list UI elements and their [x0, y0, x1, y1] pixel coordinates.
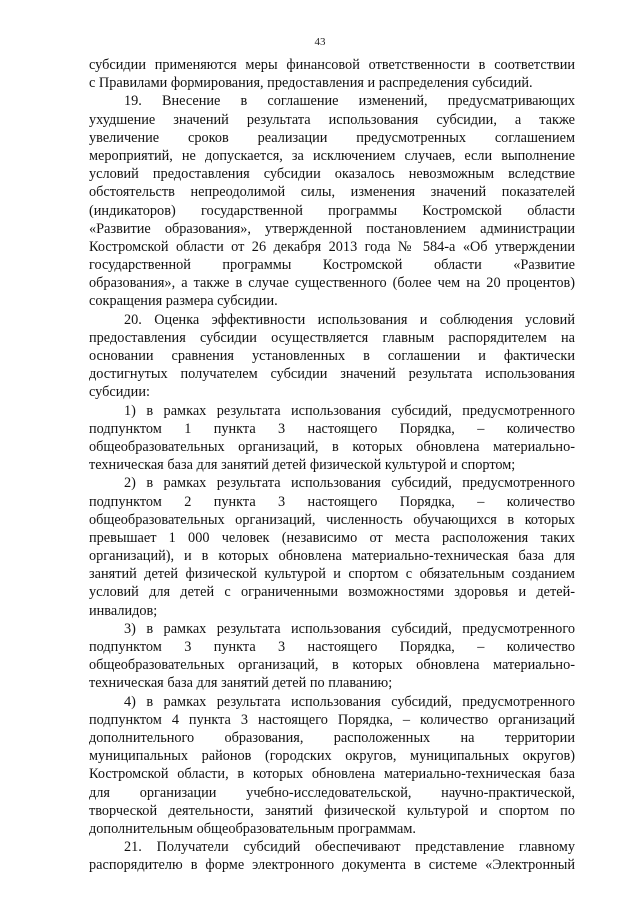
text-line: условий предоставления субсидии оказалось невозможным вследствие [89, 166, 575, 183]
text-line: субсидии: [89, 384, 150, 401]
text-line: условий для детей с ограниченными возможностями здоровья и детей- [89, 584, 575, 601]
text-line: основании сравнения установленных в соглашении и фактически [89, 348, 575, 364]
text-line: муниципальных районов (городских округов, муниципальных округов) [89, 748, 575, 765]
page-number: 43 [314, 36, 326, 48]
text-line: 1) в рамках результата использования субсидий, предусмотренного [124, 402, 575, 419]
text-line: с Правилами формирования, предоставления и распределения субсидий. [89, 75, 533, 92]
text-line: подпунктом 1 пункта 3 настоящего Порядка, – количество [89, 420, 575, 437]
text-line: организаций), и в которых обновлена материально-техническая база для [89, 548, 575, 565]
text-line: инвалидов; [89, 602, 158, 619]
text-line: 4) в рамках результата использования субсидий, предусмотренного [124, 693, 575, 710]
text-line: (индикаторов) государственной программы Костромской области [89, 202, 575, 219]
text-line: занятий детей физической культурой и спортом с обязательным созданием [89, 566, 575, 583]
text-line: общеобразовательных организаций, в которых обновлена материально- [89, 657, 575, 674]
text-line: дополнительным общеобразовательным программам. [89, 820, 416, 837]
text-line: для организации учебно-исследовательской, научно-практической, [89, 784, 575, 801]
text-line: подпунктом 2 пункта 3 настоящего Порядка, – количество [89, 493, 575, 510]
text-line: техническая база для занятий детей физической культурой и спортом; [89, 457, 516, 474]
text-line: ухудшение значений результата использования субсидии, а также [89, 111, 575, 128]
text-line: распорядителю в форме электронного документа в системе «Электронный [89, 857, 575, 874]
text-line: превышает 1 000 человек (независимо от места расположения таких [89, 529, 575, 546]
text-line: 19. Внесение в соглашение изменений, предусматривающих [124, 93, 575, 110]
text-line: государственной программы Костромской области «Развитие [89, 257, 575, 274]
text-line: 2) в рамках результата использования субсидий, предусмотренного [124, 475, 575, 492]
text-line: субсидии применяются меры финансовой ответственности в соответствии [89, 57, 575, 73]
text-line: общеобразовательных организаций, в которых обновлена материально- [89, 438, 575, 455]
text-line: 3) в рамках результата использования субсидий, предусмотренного [124, 620, 575, 637]
text-line: обстоятельств непреодолимой силы, изменения значений показателей [89, 184, 575, 201]
text-line: Костромской области от 26 декабря 2013 года № 584-а «Об утверждении [89, 238, 575, 255]
text-line: образования», а также в случае существенного (более чем на 20 процентов) [89, 275, 575, 292]
text-line: творческой деятельности, занятий физической культурой и спортом по [89, 802, 575, 819]
text-line: «Развитие образования», утвержденной постановлением администрации [89, 220, 575, 237]
text-line: 21. Получатели субсидий обеспечивают представление главному [124, 839, 575, 856]
text-line: увеличение сроков реализации предусмотренных соглашением [89, 129, 575, 146]
text-line: техническая база для занятий детей по плаванию; [89, 675, 393, 692]
text-line: общеобразовательных организаций, численность обучающихся в которых [89, 511, 575, 528]
text-line: сокращения размера субсидии. [89, 293, 278, 310]
text-line: Костромской области, в которых обновлена материально-техническая база [89, 766, 575, 783]
text-line: достигнутых получателем субсидии значений результата использования [89, 366, 575, 383]
text-line: мероприятий, не допускается, за исключением случаев, если выполнение [89, 147, 575, 164]
text-line: предоставления субсидии осуществляется главным распорядителем на [89, 329, 575, 346]
text-line: подпунктом 4 пункта 3 настоящего Порядка, – количество организаций [89, 711, 575, 728]
text-line: дополнительного образования, расположенных на территории [89, 729, 575, 746]
text-line: подпунктом 3 пункта 3 настоящего Порядка, – количество [89, 639, 575, 655]
text-line: 20. Оценка эффективности использования и соблюдения условий [124, 311, 575, 328]
document-body [89, 56, 575, 874]
